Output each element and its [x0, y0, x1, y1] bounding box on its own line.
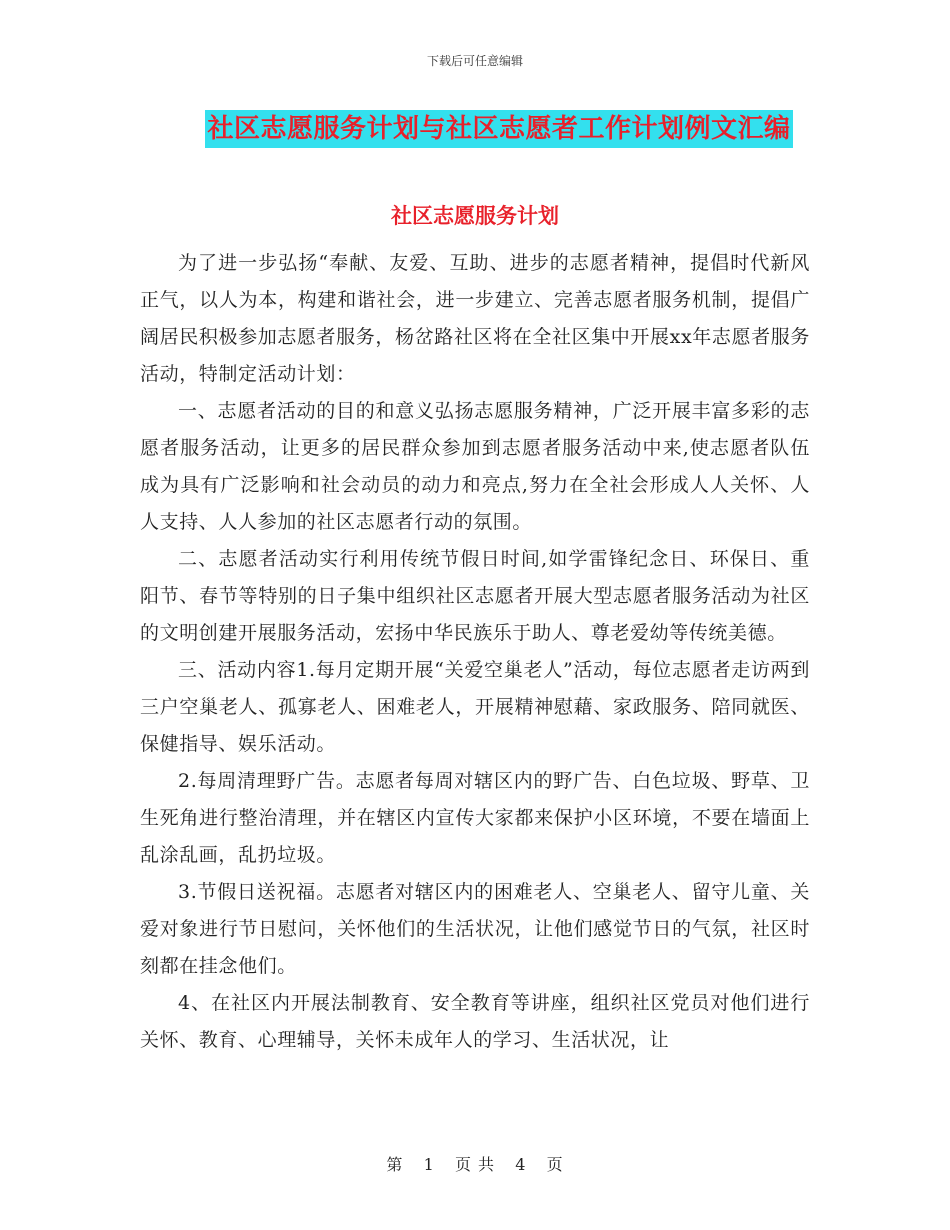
paragraph-content-2: 2.每周清理野广告。志愿者每周对辖区内的野广告、白色垃圾、野草、卫生死角进行整治清理，并在辖区内宣传大家都来保护小区环境，不要在墙面上乱涂乱画，乱扔垃圾。	[140, 770, 810, 866]
paragraph-content-4: 4、在社区内开展法制教育、安全教育等讲座，组织社区党员对他们进行关怀、教育、心理辅导，关怀未成年人的学习、生活状况，让	[140, 992, 810, 1051]
paragraph-content-3: 3.节假日送祝福。志愿者对辖区内的困难老人、空巢老人、留守儿童、关爱对象进行节日慰问，关怀他们的生活状况，让他们感觉节日的气氛，社区时刻都在挂念他们。	[140, 881, 810, 977]
document-body	[140, 245, 810, 1059]
footer-mid: 页 共	[454, 1155, 496, 1174]
footer-prefix: 第	[386, 1155, 404, 1174]
footer-page-total: 4	[515, 1155, 527, 1174]
paragraph-content-1: 三、活动内容1.每月定期开展“关爱空巢老人”活动，每位志愿者走访两到三户空巢老人、孤寡老人、困难老人，开展精神慰藉、家政服务、陪同就医、保健指导、娱乐活动。	[140, 659, 810, 755]
document-title: 社区志愿服务计划与社区志愿者工作计划例文汇编	[205, 110, 792, 148]
document-title-container	[0, 110, 950, 148]
section-title: 社区志愿服务计划	[391, 203, 559, 228]
footer-suffix: 页	[546, 1155, 564, 1174]
paragraph-purpose: 一、志愿者活动的目的和意义弘扬志愿服务精神，广泛开展丰富多彩的志愿者服务活动，让更多的居民群众参加到志愿者服务活动中来,使志愿者队伍成为具有广泛影响和社会动员的动力和亮点,努力在全社会形成人人关怀、人人支持、人人参加的社区志愿者行动的氛围。	[140, 400, 810, 533]
header-note: 下载后可任意编辑	[426, 54, 523, 68]
paragraph-timing: 二、志愿者活动实行利用传统节假日时间,如学雷锋纪念日、环保日、重阳节、春节等特别的日子集中组织社区志愿者开展大型志愿者服务活动为社区的文明创建开展服务活动，宏扬中华民族乐于助人、尊老爱幼等传统美德。	[140, 548, 810, 644]
page-footer	[0, 1152, 950, 1175]
footer-page-number: 1	[423, 1155, 435, 1174]
paragraph-intro: 为了进一步弘扬“奉献、友爱、互助、进步的志愿者精神，提倡时代新风正气，以人为本，构建和谐社会，进一步建立、完善志愿者服务机制，提倡广阔居民积极参加志愿者服务，杨岔路社区将在全社区集中开展xx年志愿者服务活动，特制定活动计划：	[140, 252, 810, 385]
